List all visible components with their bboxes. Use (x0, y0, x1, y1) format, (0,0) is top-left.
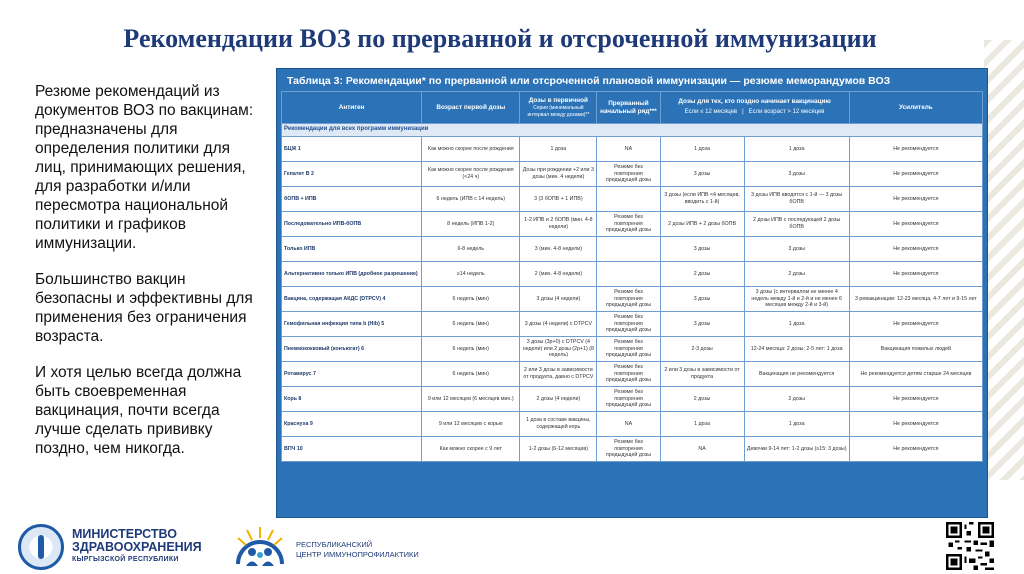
recommendations-table (281, 91, 983, 462)
ministry-emblem-icon (18, 524, 64, 570)
cell-first-dose-age: Как можно скорее после рождения (422, 137, 520, 162)
cell-primary-doses: 1-2 ИПВ и 2 бОПВ (мин. 4-8 недели) (520, 212, 597, 237)
paragraph-late-better: И хотя целью всегда должна быть своевременная вакцинация, почти всегда лучше сделать прививку поздно, чем никогда. (35, 364, 242, 457)
cell-first-dose-age: 9 или 12 месяцев (6 месяцев мин.) (422, 387, 520, 412)
cell-first-dose-age: Как можно скорее после рождения (<24 ч) (422, 162, 520, 187)
cell-primary-doses: 3 дозы (4 недели) (520, 287, 597, 312)
immunization-center-emblem-icon (232, 524, 288, 570)
cell-booster: Не рекомендуется (849, 437, 982, 462)
cell-antigen: БЦЖ 1 (282, 137, 422, 162)
cell-first-dose-age: ≥14 недель (422, 262, 520, 287)
table-row (282, 162, 983, 187)
cell-primary-doses: 1-2 дозы (6-12 месяцев) (520, 437, 597, 462)
cell-over12: 2 дозы (744, 262, 849, 287)
cell-booster: Не рекомендуется (849, 162, 982, 187)
paragraph-safety: Большинство вакцин безопасны и эффективны для применения без ограничения возраста. (35, 271, 253, 345)
cell-interrupted: Резюме без повторения предыдущей дозы (597, 212, 660, 237)
cell-antigen: Последовательно ИПВ-бОПВ (282, 212, 422, 237)
qr-code-icon (946, 522, 994, 570)
cell-interrupted: NA (597, 412, 660, 437)
cell-interrupted: Резюме без повторения предыдущей дозы (597, 162, 660, 187)
col-first-dose-age: Возраст первой дозы (422, 92, 520, 124)
cell-interrupted: Резюме без повторения предыдущей дозы (597, 437, 660, 462)
paragraph-summary: Резюме рекомендаций из документов ВОЗ по вакцинам: предназначены для определения политики для лиц, принимающих решения, для разработки и/или пересмотра национальной политики и графиков иммунизации. (35, 83, 254, 252)
cell-booster: Не рекомендуется (849, 212, 982, 237)
rci-line2: ЦЕНТР ИММУНОПРОФИЛАКТИКИ (296, 550, 419, 559)
cell-over12: 12-24 месяца: 2 дозы; 2-5 лет: 1 доза (744, 337, 849, 362)
cell-first-dose-age: 6 недель (мин) (422, 337, 520, 362)
cell-antigen: Пневмококковый (конъюгат) 6 (282, 337, 422, 362)
immunoprophylaxis-center-logo (232, 524, 472, 570)
table-row (282, 137, 983, 162)
table-row (282, 362, 983, 387)
cell-interrupted (597, 262, 660, 287)
col-primary-doses-sub: Серии (минимальный интервал между дозами)** (527, 105, 590, 118)
decorative-ornament (984, 40, 1024, 480)
cell-first-dose-age: 8 недель (ИПВ 1-2) (422, 212, 520, 237)
cell-primary-doses: 2 (мин. 4-8 недели) (520, 262, 597, 287)
col-primary-doses-label: Дозы в первичной (528, 97, 588, 105)
cell-primary-doses: 2 дозы (4 недели) (520, 387, 597, 412)
cell-under12: 3 дозы (660, 237, 744, 262)
cell-over12: 2 дозы ИПВ с последующей 2 дозы бОПВ (744, 212, 849, 237)
cell-under12: 2 или 3 дозы в зависимости от продукта (660, 362, 744, 387)
cell-over12: 1 доза (744, 312, 849, 337)
cell-primary-doses: Дозы при рождении +2 или 3 дозы (мин. 4 недели) (520, 162, 597, 187)
cell-over12: Девочки 9-14 лет: 1-2 дозы (≥15: 3 дозы) (744, 437, 849, 462)
cell-under12: 3 дозы (660, 312, 744, 337)
cell-first-dose-age: 6 недель (мин) (422, 362, 520, 387)
slide-title: Рекомендации ВОЗ по прерванной и отсроченной иммунизации (123, 24, 877, 53)
table-row (282, 312, 983, 337)
cell-primary-doses: 3 дозы (3p+0) с DTPCV (4 недели) или 2 дозы (2p+1) (8 недель) (520, 337, 597, 362)
cell-antigen: Корь 8 (282, 387, 422, 412)
cell-under12: 1 доза (660, 412, 744, 437)
cell-under12: 3 дозы (660, 162, 744, 187)
table-row (282, 237, 983, 262)
cell-antigen: ВПЧ 10 (282, 437, 422, 462)
left-text-block (35, 82, 265, 475)
cell-booster: Не рекомендуется (849, 312, 982, 337)
cell-antigen: Ротавирус 7 (282, 362, 422, 387)
table-row (282, 337, 983, 362)
cell-booster: Не рекомендуется (849, 387, 982, 412)
recommendations-table-image (276, 68, 988, 518)
cell-antigen: Только ИПВ (282, 237, 422, 262)
cell-under12: 2 дозы (660, 387, 744, 412)
cell-over12: 1 доза (744, 412, 849, 437)
col-late-start-label: Дозы для тех, кто поздно начинает вакцинацию (678, 98, 831, 106)
ministry-line1: МИНИСТЕРСТВО (72, 527, 177, 541)
cell-over12: 2 дозы (744, 387, 849, 412)
cell-primary-doses: 3 (3 бОПВ + 1 ИПВ) (520, 187, 597, 212)
cell-interrupted: Резюме без повторения предыдущей дозы (597, 387, 660, 412)
table-header-row (282, 92, 983, 124)
cell-booster: Не рекомендуется (849, 187, 982, 212)
cell-primary-doses: 3 (мин. 4-8 недели) (520, 237, 597, 262)
cell-over12: 3 дозы (744, 237, 849, 262)
cell-over12: Вакцинация не рекомендуется (744, 362, 849, 387)
cell-under12: NA (660, 437, 744, 462)
ministry-logo (18, 524, 228, 570)
cell-booster: 3 ревакцинации: 12-23 месяца, 4-7 лет и 9-15 лет (849, 287, 982, 312)
cell-under12: 2 дозы ИПВ + 2 дозы бОПВ (660, 212, 744, 237)
ministry-line2: ЗДРАВООХРАНЕНИЯ (72, 540, 202, 554)
cell-over12: 1 доза (744, 137, 849, 162)
cell-first-dose-age: Как можно скорее с 9 лет (422, 437, 520, 462)
cell-antigen: Краснуха 9 (282, 412, 422, 437)
cell-first-dose-age: 6-8 недель (422, 237, 520, 262)
cell-primary-doses: 2 или 3 дозы в зависимости от продукта, давно с DTPCV (520, 362, 597, 387)
table-row (282, 262, 983, 287)
cell-antigen: Гепатит В 2 (282, 162, 422, 187)
cell-interrupted: Резюме без повторения предыдущей дозы (597, 312, 660, 337)
cell-under12: 3 дозы (если ИПВ <4 месяцев, вводить с 1-й) (660, 187, 744, 212)
cell-interrupted: Резюме без повторения предыдущей дозы (597, 362, 660, 387)
col-primary-doses (520, 92, 597, 124)
col-under12: Если ≤ 12 месяцев (684, 109, 738, 116)
cell-over12: 3 дозы ИПВ вводятся с 1-й — 3 дозы бОПВ (744, 187, 849, 212)
cell-interrupted (597, 237, 660, 262)
col-interrupted: Прерванный начальный ряд*** (597, 92, 660, 124)
section-all-programs: Рекомендации для всех программ иммунизации (282, 124, 983, 137)
cell-under12: 3 дозы (660, 287, 744, 312)
cell-interrupted: Резюме без повторения предыдущей дозы (597, 287, 660, 312)
table-row (282, 437, 983, 462)
col-antigen: Антиген (282, 92, 422, 124)
rci-line1: РЕСПУБЛИКАНСКИЙ (296, 540, 373, 549)
cell-antigen: Гемофильная инфекция типа b (Hib) 5 (282, 312, 422, 337)
cell-booster: Не рекомендуется (849, 262, 982, 287)
cell-antigen: бОПВ + ИПВ (282, 187, 422, 212)
cell-first-dose-age: 9 или 12 месяцев с корью (422, 412, 520, 437)
col-booster: Усилитель (849, 92, 982, 124)
cell-booster: Вакцинация пожилых людей (849, 337, 982, 362)
cell-under12: 2-3 дозы (660, 337, 744, 362)
cell-under12: 2 дозы (660, 262, 744, 287)
col-late-start: Дозы для тех, кто поздно начинает вакцинацию Если ≤ 12 месяцев | Если возраст > 12 месяцев (660, 92, 849, 124)
table-row (282, 412, 983, 437)
cell-booster: Не рекомендуется (849, 237, 982, 262)
cell-first-dose-age: 6 недель (мин) (422, 312, 520, 337)
cell-booster: Не рекомендуется (849, 412, 982, 437)
cell-primary-doses: 1 доза (520, 137, 597, 162)
cell-booster: Не рекомендуется детям старше 24 месяцев (849, 362, 982, 387)
cell-antigen: Вакцина, содержащая АКДС (DTPCV) 4 (282, 287, 422, 312)
table-row (282, 287, 983, 312)
cell-interrupted: NA (597, 137, 660, 162)
table-title: Таблица 3: Рекомендации* по прерванной или отсроченной плановой иммунизации — резюме меморандумов ВОЗ (287, 75, 891, 87)
cell-primary-doses: 1 доза в составе вакцины, содержащей корь (520, 412, 597, 437)
table-row (282, 187, 983, 212)
cell-over12: 3 дозы (с интервалом не менее 4 недель между 1-й и 2-й и не менее 6 месяцев между 2-й и 3-й) (744, 287, 849, 312)
section-row (282, 124, 983, 137)
cell-over12: 3 дозы (744, 162, 849, 187)
table-row (282, 387, 983, 412)
cell-interrupted (597, 187, 660, 212)
cell-antigen: Альтернативно только ИПВ (дробное разрешение) (282, 262, 422, 287)
cell-first-dose-age: 6 недель (ИПВ с 14 недель) (422, 187, 520, 212)
cell-first-dose-age: 6 недель (мин) (422, 287, 520, 312)
ministry-line3: КЫРГЫЗСКОЙ РЕСПУБЛИКИ (72, 556, 179, 563)
cell-primary-doses: 3 дозы (4 недели) с DTPCV (520, 312, 597, 337)
col-over12: Если возраст > 12 месяцев (748, 109, 825, 116)
cell-booster: Не рекомендуется (849, 137, 982, 162)
cell-interrupted: Резюме без повторения предыдущей дозы (597, 337, 660, 362)
cell-under12: 1 доза (660, 137, 744, 162)
table-row (282, 212, 983, 237)
